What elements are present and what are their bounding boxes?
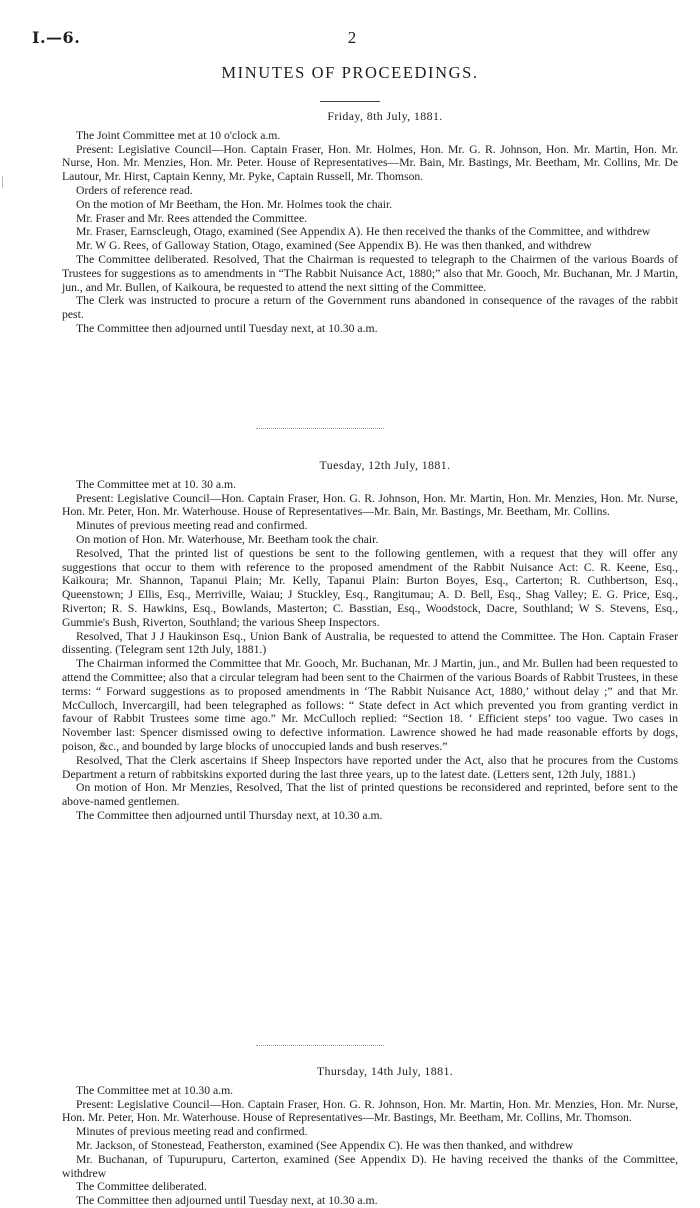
minute-paragraph: Mr. Buchanan, of Tupurupuru, Carterton, examined (See Appendix D). He having received the thanks of the Committee, withdrew [62, 1152, 678, 1180]
section-separator [256, 1045, 384, 1046]
minute-paragraph: The Committee then adjourned until Tuesday next, at 10.30 a.m. [76, 1194, 378, 1208]
sitting-date: Tuesday, 12th July, 1881. [319, 458, 451, 472]
minute-paragraph: The Committee deliberated. Resolved, That the Chairman is requested to telegraph to the Chairmen of the various Boards of Trustees for suggestions as to amendments in “The Rabbit Nuisance Act, 1880;” also that Mr. Gooch, Mr. Buchanan, Mr. J Martin, jun., and Mr. Bullen, of Kaikoura, be requested to attend the next sitting of the Committee. [62, 252, 678, 294]
title-rule [320, 101, 380, 102]
minute-paragraph: The Committee then adjourned until Tuesday next, at 10.30 a.m. [76, 321, 378, 335]
minute-paragraph: Mr. W G. Rees, of Galloway Station, Otago, examined (See Appendix B). He was then thanked, and withdrew [76, 239, 592, 253]
minute-paragraph: Present: Legislative Council—Hon. Captain Fraser, Hon. G. R. Johnson, Hon. Mr. Martin, Hon. Mr. Menzies, Hon. Mr. Nurse, Hon. Mr. Peter, Hon. Mr. Waterhouse. House of Representatives—Mr. Bastings, Mr. Beetham, Mr. Collins, Mr. Thomson. [62, 1097, 678, 1125]
sitting-section-1 [62, 110, 678, 336]
minute-paragraph: Mr. Fraser, Earnscleugh, Otago, examined (See Appendix A). He then received the thanks of the Committee, and withdrew [76, 225, 651, 239]
sitting-section-3 [62, 1065, 678, 1208]
minute-paragraph: Resolved, That J J Haukinson Esq., Union Bank of Australia, be requested to attend the Committee. The Hon. Captain Fraser dissenting. (Telegram sent 12th July, 1881.) [62, 629, 678, 657]
minute-paragraph: Minutes of previous meeting read and confirmed. [76, 1125, 308, 1139]
minute-paragraph: Mr. Jackson, of Stonestead, Featherston, examined (See Appendix C). He was then thanked, and withdrew [76, 1138, 574, 1152]
minute-paragraph: On motion of Hon. Mr Menzies, Resolved, That the list of printed questions be reconsidered and reprinted, before sent to the above-named gentlemen. [62, 781, 678, 809]
minute-paragraph: Mr. Fraser and Mr. Rees attended the Committee. [76, 211, 308, 225]
sitting-date: Thursday, 14th July, 1881. [316, 1064, 454, 1078]
minute-paragraph: Minutes of previous meeting read and confirmed. [76, 519, 308, 533]
page-number: 2 [347, 28, 357, 47]
minute-paragraph: The Committee deliberated. [76, 1180, 207, 1194]
paper-reference: I.—6. [32, 28, 81, 47]
page-header [32, 28, 672, 52]
minute-paragraph: Present: Legislative Council—Hon. Captain Fraser, Hon. Mr. Holmes, Hon. Mr. G. R. Johnson, Hon. Mr. Martin, Hon. Mr. Nurse, Hon. Mr. Menzies, Hon. Mr. Peter. House of Representatives—Mr. Bain, Mr. Bastings, Mr. Beetham, Mr. Collins, Mr. De Lautour, Mr. Hirst, Captain Kenny, Mr. Pyke, Captain Russell, Mr. Thomson. [62, 142, 678, 184]
minute-paragraph: Resolved, That the Clerk ascertains if Sheep Inspectors have reported under the Act, also that he procures from the Customs Department a return of rabbitskins exported during the last three years, up to the latest date. (Letters sent, 12th July, 1881.) [62, 753, 678, 781]
minute-paragraph: The Chairman informed the Committee that Mr. Gooch, Mr. Buchanan, Mr. J Martin, jun., and Mr. Bullen had been requested to attend the Committee; also that a circular telegram had been sent to the Chairmen of the various Boards of Rabbit Trustees, in these terms: “ Forward suggestions as to proposed amendments in ‘The Rabbit Nuisance Act, 1880,’ without delay ;” and that Mr. McCulloch, Invercargill, had been telegraphed as follows: “ State defect in Act which prevented you from granting verdict in favour of Rabbit Trustees some time ago.” Mr. McCulloch replied: “Section 18. ‘ Efficient steps’ too vague. Two cases in November last: Spencer dismissed owing to defective information. Lawrence showed he had made reasonable efforts by dogs, poison, &c., and bounded by large blocks of unoccupied lands and bush reserves.” [62, 657, 678, 753]
minute-paragraph: Present: Legislative Council—Hon. Captain Fraser, Hon. G. R. Johnson, Hon. Mr. Martin, Hon. Mr. Menzies, Hon. Mr. Nurse, Hon. Mr. Peter, Hon. Mr. Waterhouse. House of Representatives—Mr. Bain, Mr. Bastings, Mr. Beetham, Mr. Collins. [62, 491, 678, 519]
minute-paragraph: The Committee then adjourned until Thursday next, at 10.30 a.m. [76, 808, 383, 822]
minute-paragraph: The Committee met at 10. 30 a.m. [76, 477, 237, 491]
sitting-section-2 [62, 459, 678, 823]
minute-paragraph: Resolved, That the printed list of questions be sent to the following gentlemen, with a request that they will offer any suggestions that occur to them with reference to the proposed amendment of the Rabbit Nuisance Act: C. R. Keene, Esq., Kaikoura; Mr. Shannon, Tapanui Plain; Mr. Kelly, Tapanui Plain: Burton Boyes, Esq., Carterton; R. Cuthbertson, Esq., Queenstown; J Ellis, Esq., Merriville, Waiau; J Stuckley, Esq., Rangitumau; A. D. Bell, Esq., Shag Valley; E. G. Price, Esq., Riverton; R. S. Hawkins, Esq., Bowlands, Masterton; C. Basstian, Esq., Woodstock, Dacre, Southland; W S. Stevens, Esq., Gummie's Bush, Riverton, Southland; the various Sheep Inspectors. [62, 546, 678, 629]
minute-paragraph: On motion of Hon. Mr. Waterhouse, Mr. Beetham took the chair. [76, 532, 379, 546]
sitting-date: Friday, 8th July, 1881. [327, 109, 443, 123]
margin-mark [2, 176, 6, 188]
minute-paragraph: The Committee met at 10.30 a.m. [76, 1083, 234, 1097]
document-title: MINUTES OF PROCEEDINGS. [221, 63, 479, 82]
minute-paragraph: On the motion of Mr Beetham, the Hon. Mr. Holmes took the chair. [76, 197, 393, 211]
minute-paragraph: Orders of reference read. [76, 183, 193, 197]
minute-paragraph: The Clerk was instructed to procure a return of the Government runs abandoned in consequence of the ravages of the rabbit pest. [62, 294, 678, 322]
section-separator [256, 428, 384, 429]
minute-paragraph: The Joint Committee met at 10 o'clock a.m. [76, 128, 281, 142]
